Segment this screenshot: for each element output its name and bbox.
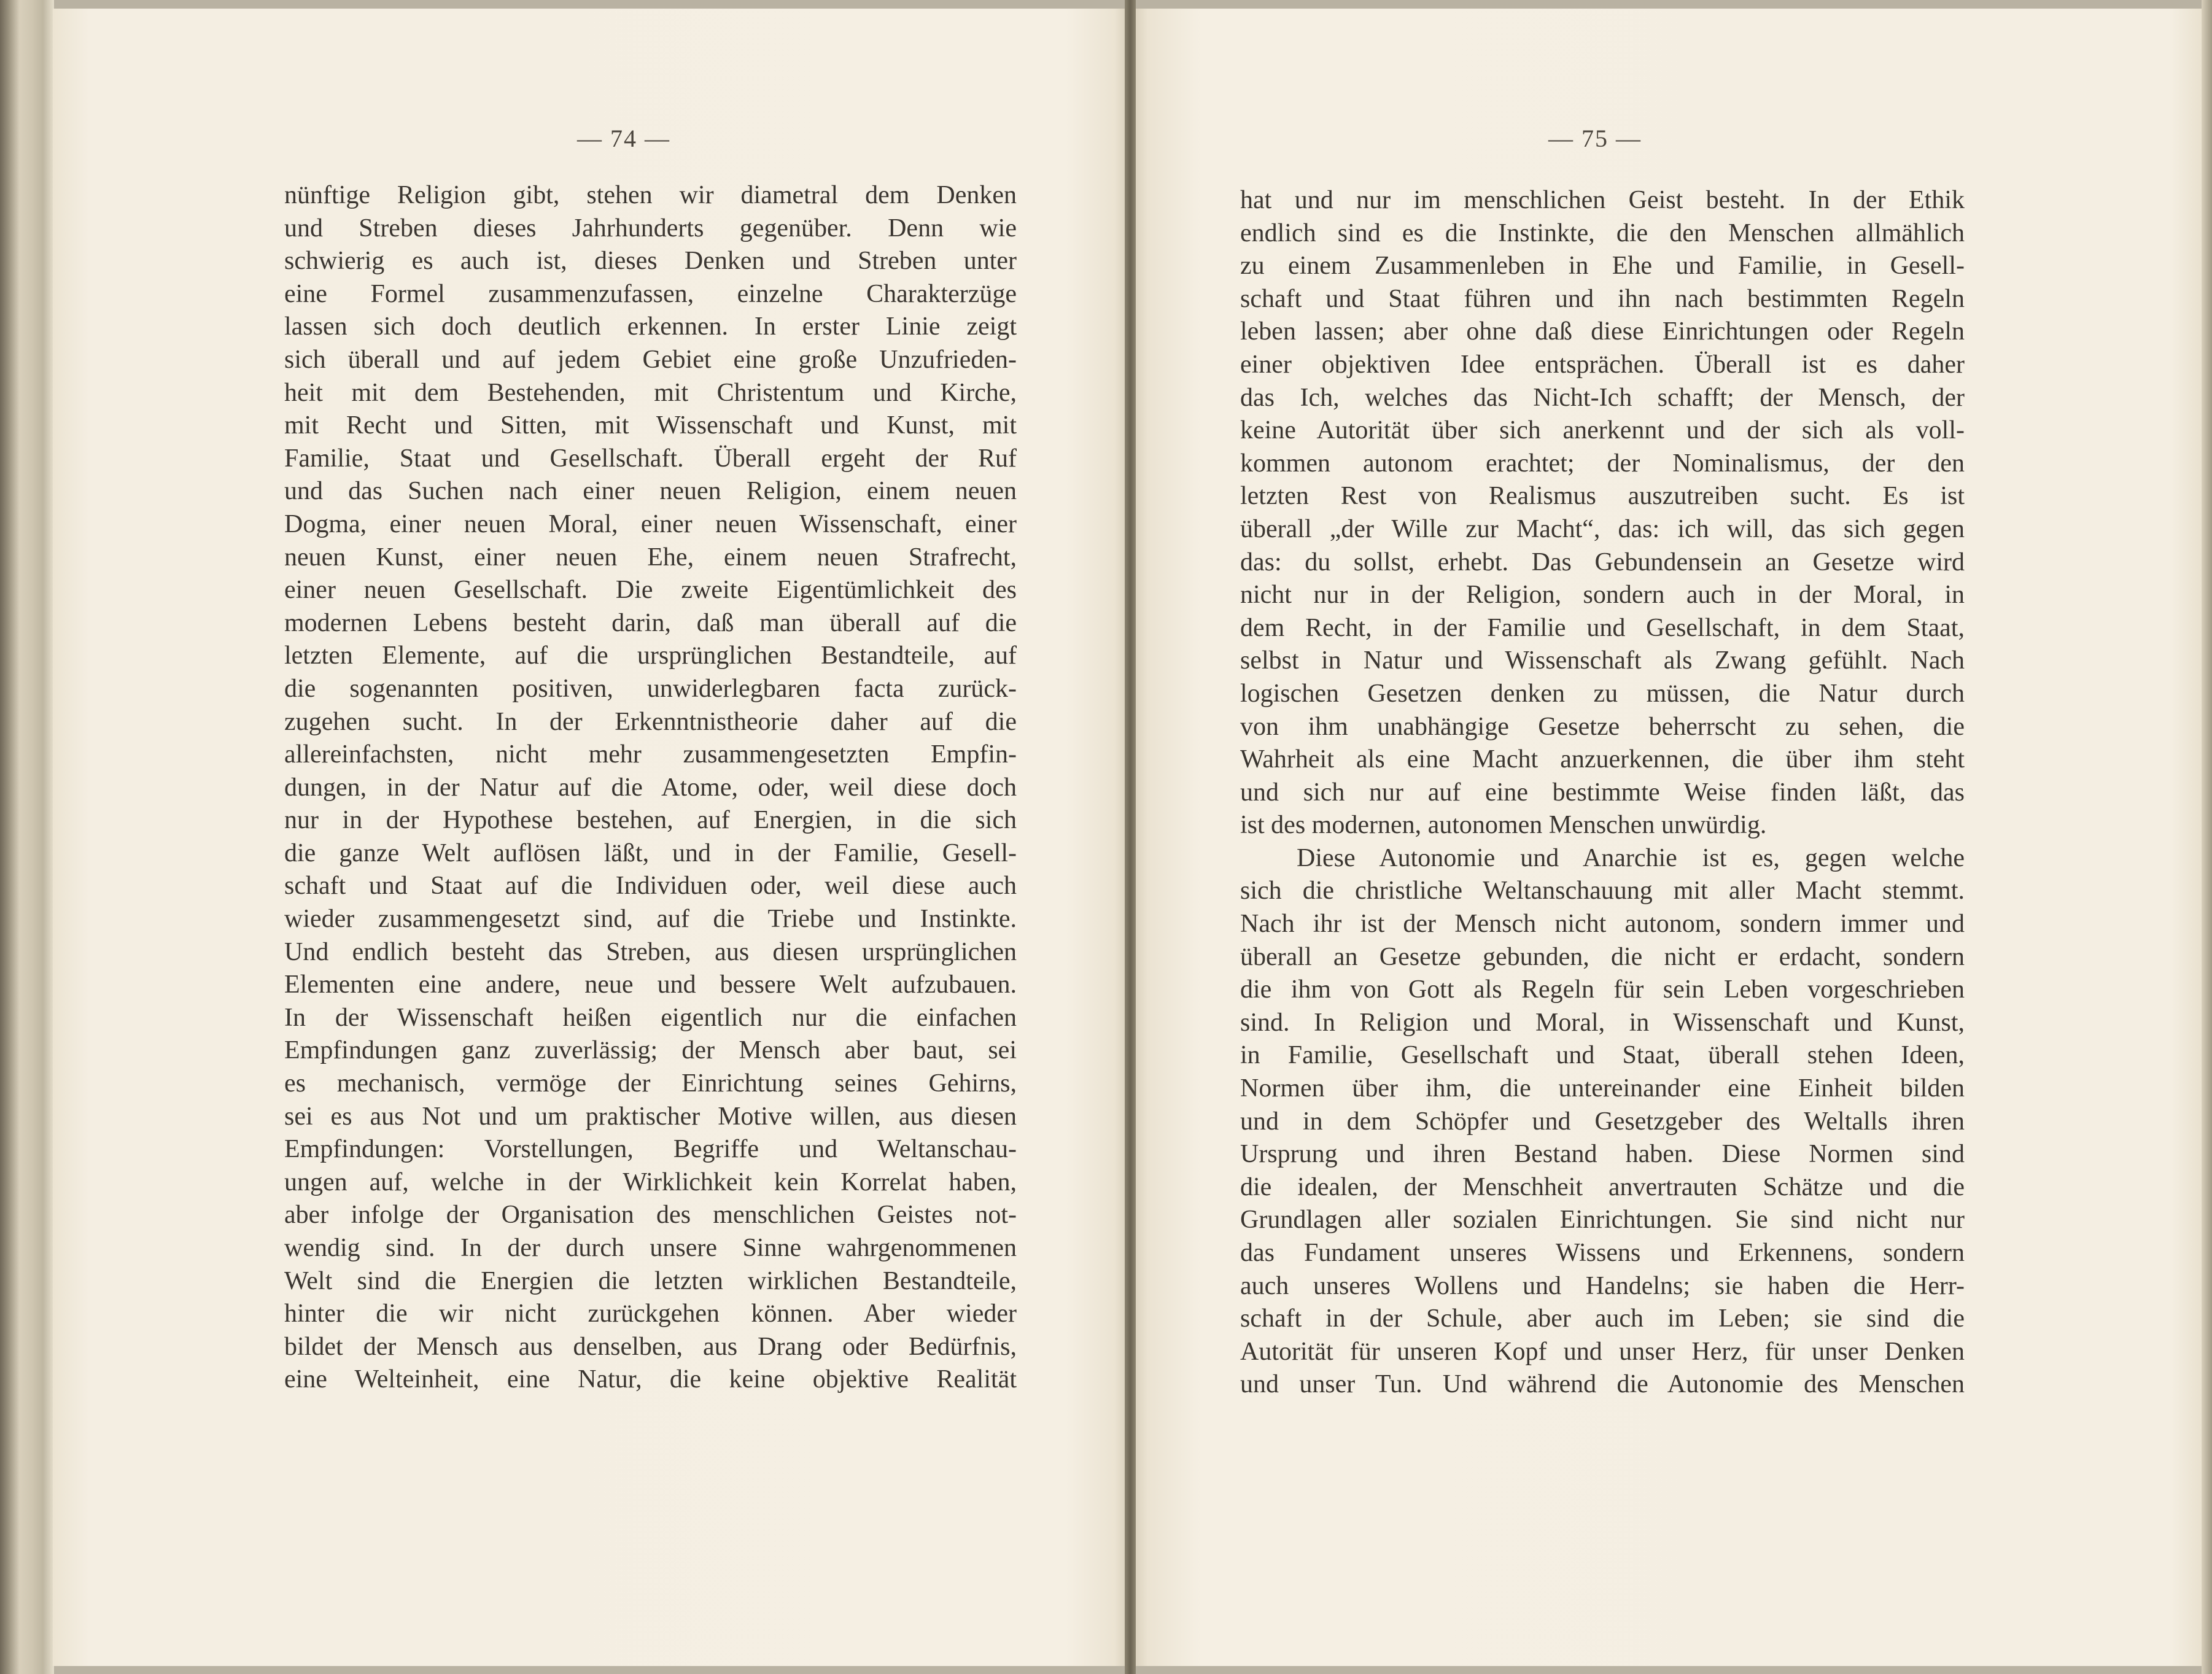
text-line: modernen Lebens besteht darin, daß man überall auf die [284,608,1017,637]
text-line: auch unseres Wollens und Handelns; sie haben die Herr- [1240,1271,1965,1300]
page-number-right: — 75 — [1548,125,1642,152]
text-line: die ganze Welt auflösen läßt, und in der Familie, Gesell- [284,839,1017,867]
text-line: Autorität für unseren Kopf und unser Herz, für unser Denken [1240,1337,1965,1366]
text-line: und in dem Schöpfer und Gesetzgeber des Weltalls ihren [1240,1107,1965,1136]
text-line: von ihm unabhängige Gesetze beherrscht zu sehen, die [1240,712,1965,741]
text-line: wieder zusammengesetzt sind, auf die Triebe und Instinkte. [284,905,1017,934]
text-line: bildet der Mensch aus denselben, aus Drang oder Bedürfnis, [284,1332,1017,1361]
text-line: schwierig es auch ist, dieses Denken und Streben unter [284,247,1017,276]
text-line: keine Autorität über sich anerkennt und der sich als voll- [1240,416,1965,445]
text-line: das Fundament unseres Wissens und Erkennens, sondern [1240,1239,1965,1267]
text-line: sind. In Religion und Moral, in Wissenschaft und Kunst, [1240,1008,1965,1037]
text-line: Ursprung und ihren Bestand haben. Diese Normen sind [1240,1140,1965,1169]
book-spine-edge [0,0,54,1674]
text-line: überall an Gesetze gebunden, die nicht er erdacht, sondern [1240,942,1965,971]
text-line: selbst in Natur und Wissenschaft als Zwang gefühlt. Nach [1240,646,1965,675]
text-line: das: du sollst, erhebt. Das Gebundensein an Gesetze wird [1240,548,1965,576]
text-line: lassen sich doch deutlich erkennen. In erster Linie zeigt [284,312,1017,341]
text-line: aber infolge der Organisation des menschlichen Geistes not- [284,1201,1017,1230]
text-line: die sogenannten positiven, unwiderlegbaren facta zurück- [284,674,1017,703]
text-line: hat und nur im menschlichen Geist besteht. In der Ethik [1240,186,1965,214]
text-line: Diese Autonomie und Anarchie ist es, gegen welche [1297,843,1965,872]
text-line: Empfindungen ganz zuverlässig; der Mensch aber baut, sei [284,1036,1017,1065]
text-line: die ihm von Gott als Regeln für sein Leben vorgeschrieben [1240,975,1965,1004]
text-line: in Familie, Gesellschaft und Staat, überall stehen Ideen, [1240,1041,1965,1070]
text-line: das Ich, welches das Nicht-Ich schafft; der Mensch, der [1240,383,1965,412]
text-line: Normen über ihm, die untereinander eine Einheit bilden [1240,1074,1965,1103]
text-line: Empfindungen: Vorstellungen, Begriffe und Weltanschau- [284,1135,1017,1164]
text-line: zugehen sucht. In der Erkenntnistheorie daher auf die [284,707,1017,736]
text-line: Elementen eine andere, neue und bessere Welt aufzubauen. [284,971,1017,999]
book-gutter [1125,0,1136,1674]
text-line: es mechanisch, vermöge der Einrichtung seines Gehirns, [284,1069,1017,1098]
page-number-left: — 74 — [577,125,670,152]
text-line: endlich sind es die Instinkte, die den Menschen allmählich [1240,219,1965,247]
text-line: mit Recht und Sitten, mit Wissenschaft und Kunst, mit [284,411,1017,440]
text-line: Welt sind die Energien die letzten wirklichen Bestandteile, [284,1266,1017,1295]
text-line: sich die christliche Weltanschauung mit aller Macht stemmt. [1240,877,1965,905]
text-line: Familie, Staat und Gesellschaft. Überall ergeht der Ruf [284,444,1017,473]
text-line: dungen, in der Natur auf die Atome, oder, weil diese doch [284,773,1017,802]
text-line: logischen Gesetzen denken zu müssen, die Natur durch [1240,679,1965,708]
text-line: Wahrheit als eine Macht anzuerkennen, die über ihm steht [1240,745,1965,774]
page-edge [2202,0,2212,1674]
text-line: Nach ihr ist der Mensch nicht autonom, sondern immer und [1240,910,1965,939]
text-line: schaft und Staat führen und ihn nach bestimmten Regeln [1240,284,1965,313]
text-line: zu einem Zusammenleben in Ehe und Familie, in Gesell- [1240,252,1965,281]
text-line: Grundlagen aller sozialen Einrichtungen. Sie sind nicht nur [1240,1206,1965,1234]
text-line: nicht nur in der Religion, sondern auch in der Moral, in [1240,581,1965,610]
text-line: die idealen, der Menschheit anvertrauten Schätze und die [1240,1172,1965,1201]
text-line: und sich nur auf eine bestimmte Weise finden läßt, das [1240,778,1965,807]
text-line: letzten Rest von Realismus auszutreiben sucht. Es ist [1240,482,1965,511]
text-line: Dogma, einer neuen Moral, einer neuen Wissenschaft, einer [284,510,1017,538]
text-line: einer neuen Gesellschaft. Die zweite Eigentümlichkeit des [284,576,1017,605]
text-line: allereinfachsten, nicht mehr zusammengesetzten Empfin- [284,740,1017,769]
text-line: sei es aus Not und um praktischer Motive willen, aus diesen [284,1102,1017,1131]
text-line: kommen autonom erachtet; der Nominalismus, der den [1240,449,1965,478]
text-line: eine Formel zusammenzufassen, einzelne Charakterzüge [284,279,1017,308]
text-line: neuen Kunst, einer neuen Ehe, einem neuen Strafrecht, [284,543,1017,572]
text-line: wendig sind. In der durch unsere Sinne wahrgenommenen [284,1234,1017,1262]
left-page-text [284,179,1017,1397]
text-line: dem Recht, in der Familie und Gesellschaft, in dem Staat, [1240,613,1965,642]
text-line: ist des modernen, autonomen Menschen unwürdig. [1240,811,1767,840]
text-line: schaft und Staat auf die Individuen oder, weil diese auch [284,872,1017,901]
text-line: und Streben dieses Jahrhunderts gegenüber. Denn wie [284,214,1017,242]
text-line: ungen auf, welche in der Wirklichkeit kein Korrelat haben, [284,1168,1017,1196]
text-line: In der Wissenschaft heißen eigentlich nur die einfachen [284,1003,1017,1032]
text-line: nur in der Hypothese bestehen, auf Energien, in die sich [284,806,1017,835]
right-page-text [1240,184,1965,1401]
text-line: eine Welteinheit, eine Natur, die keine objektive Realität [284,1365,1017,1394]
text-line: schaft in der Schule, aber auch im Leben; sie sind die [1240,1304,1965,1333]
text-line: und das Suchen nach einer neuen Religion, einem neuen [284,477,1017,506]
text-line: heit mit dem Bestehenden, mit Christentum und Kirche, [284,378,1017,407]
text-line: letzten Elemente, auf die ursprünglichen Bestandteile, auf [284,641,1017,670]
text-line: hinter die wir nicht zurückgehen können. Aber wieder [284,1300,1017,1328]
text-line: einer objektiven Idee entsprächen. Überall ist es daher [1240,350,1965,379]
text-line: und unser Tun. Und während die Autonomie des Menschen [1240,1370,1965,1399]
text-line: Und endlich besteht das Streben, aus diesen ursprünglichen [284,937,1017,966]
text-line: leben lassen; aber ohne daß diese Einrichtungen oder Regeln [1240,317,1965,346]
text-line: nünftige Religion gibt, stehen wir diametral dem Denken [284,181,1017,209]
text-line: sich überall und auf jedem Gebiet eine große Unzufrieden- [284,345,1017,374]
text-line: überall „der Wille zur Macht“, das: ich will, das sich gegen [1240,514,1965,543]
